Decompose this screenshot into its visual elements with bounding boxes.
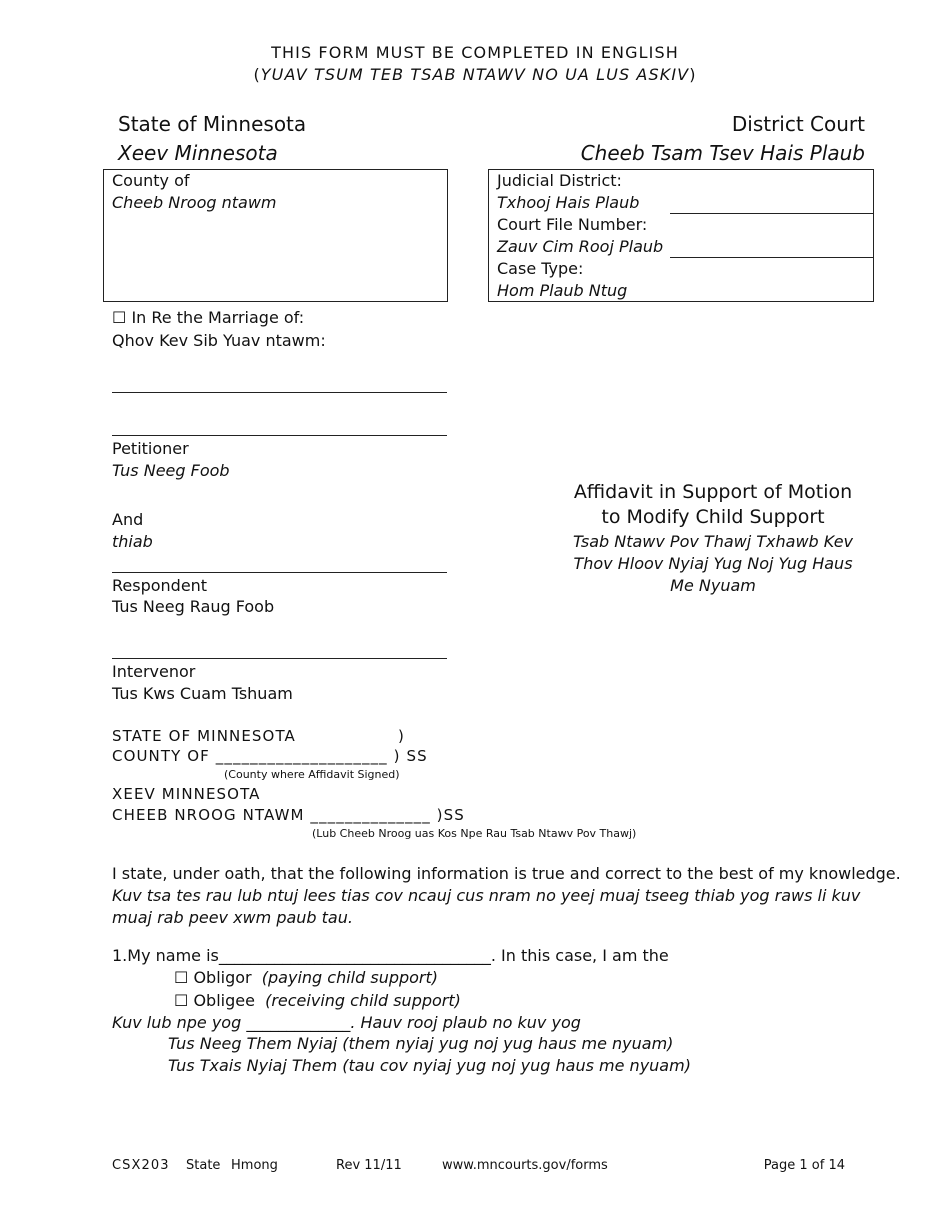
caption-state: State of Minnesota [118,112,307,136]
case-type-hmong: Hom Plaub Ntug [497,281,628,300]
document-title-line-1: Affidavit in Support of Motion [573,481,853,503]
document-title-hmong-1: Tsab Ntawv Pov Thawj Txhawb Kev [572,532,854,551]
venue-county-hmong-field[interactable]: CHEEB NROOG NTAWM ______________ )SS [112,806,465,824]
notice-hmong-text: YUAV TSUM TEB TSAB NTAWV NO UA LUS ASKIV [260,65,690,84]
petitioner-label: Petitioner [112,439,189,458]
footer-url[interactable]: www.mncourts.gov/forms [442,1158,608,1173]
respondent-label: Respondent [112,576,208,595]
county-label: County of [112,171,190,190]
my-name-hmong: Kuv lub npe yog _____________. Hauv rooj plaub no kuv yog [112,1013,581,1032]
footer-page-number: Page 1 of 14 [763,1158,845,1173]
oath-hmong-line-1: Kuv tsa tes rau lub ntuj lees tias cov ncauj cus nram no yeej muaj tseeg thiab yog raws li kuv [112,886,861,905]
respondent-name-line[interactable] [112,572,447,573]
obligor-checkbox[interactable]: ☐ [174,968,189,987]
obligee-note: (receiving child support) [265,991,461,1010]
footer-state: State [186,1158,221,1173]
obligor-hmong: Tus Neeg Them Nyiaj (them nyiaj yug noj yug haus me nyuam) [168,1034,674,1053]
court-file-number-hmong: Zauv Cim Rooj Plaub [497,237,664,256]
respondent-label-hmong: Tus Neeg Raug Foob [112,597,275,616]
obligee-label: Obligee [193,991,255,1010]
and-label-hmong: thiab [112,532,153,551]
obligor-note: (paying child support) [261,968,439,987]
form-language-notice: THIS FORM MUST BE COMPLETED IN ENGLISH [271,43,679,62]
caption-court: District Court [731,112,865,136]
obligee-option [174,991,461,1010]
venue-county-hmong-note: (Lub Cheeb Nroog uas Kos Npe Rau Tsab Ntawv Pov Thawj) [312,827,637,840]
intervenor-label-hmong: Tus Kws Cuam Tshuam [112,684,293,703]
party-name-line-1[interactable] [112,392,447,393]
judicial-district-label: Judicial District: [497,171,622,190]
court-file-number-field[interactable] [670,257,874,258]
venue-county-field[interactable]: COUNTY OF ____________________ ) SS [112,747,428,765]
oath-english: I state, under oath, that the following information is true and correct to the best of my knowledge. [112,864,901,883]
document-title-hmong-2: Thov Hloov Nyiaj Yug Noj Yug Haus [573,554,853,573]
obligor-label: Obligor [193,968,252,987]
caption-state-hmong: Xeev Minnesota [118,141,278,165]
obligee-checkbox[interactable]: ☐ [174,991,189,1010]
case-type-label: Case Type: [497,259,584,278]
marriage-row [112,308,304,327]
judicial-district-hmong: Txhooj Hais Plaub [497,193,640,212]
venue-state-paren: ) [398,727,404,745]
form-language-notice-hmong [0,65,950,84]
venue-state: STATE OF MINNESOTA [112,727,296,745]
marriage-label-hmong: Qhov Kev Sib Yuav ntawm: [112,331,326,350]
marriage-label: In Re the Marriage of: [131,308,305,327]
obligee-hmong: Tus Txais Nyiaj Them (tau cov nyiaj yug noj yug haus me nyuam) [168,1056,691,1075]
judicial-district-field[interactable] [670,213,874,214]
venue-county-note: (County where Affidavit Signed) [224,768,400,781]
intervenor-name-line[interactable] [112,658,447,659]
court-file-number-label: Court File Number: [497,215,648,234]
caption-court-hmong: Cheeb Tsam Tsev Hais Plaub [580,141,865,165]
intervenor-label: Intervenor [112,662,196,681]
oath-hmong-line-2: muaj rab peev xwm paub tau. [112,908,353,927]
document-title-line-2: to Modify Child Support [601,506,825,528]
paren-open: ( [253,65,261,84]
paren-close: ) [689,65,697,84]
and-label: And [112,510,144,529]
marriage-checkbox[interactable]: ☐ [112,308,127,327]
footer-form-id: CSX203 [112,1158,170,1173]
petitioner-name-line[interactable] [112,435,447,436]
petitioner-label-hmong: Tus Neeg Foob [112,461,230,480]
footer-language: Hmong [231,1158,278,1173]
footer-revision: Rev 11/11 [336,1158,402,1173]
obligor-option [174,968,438,987]
my-name-field[interactable]: 1.My name is__________________________________. In this case, I am the [112,946,669,965]
county-label-hmong: Cheeb Nroog ntawm [112,193,277,212]
document-title-hmong-3: Me Nyuam [670,576,756,595]
venue-state-hmong: XEEV MINNESOTA [112,785,261,803]
